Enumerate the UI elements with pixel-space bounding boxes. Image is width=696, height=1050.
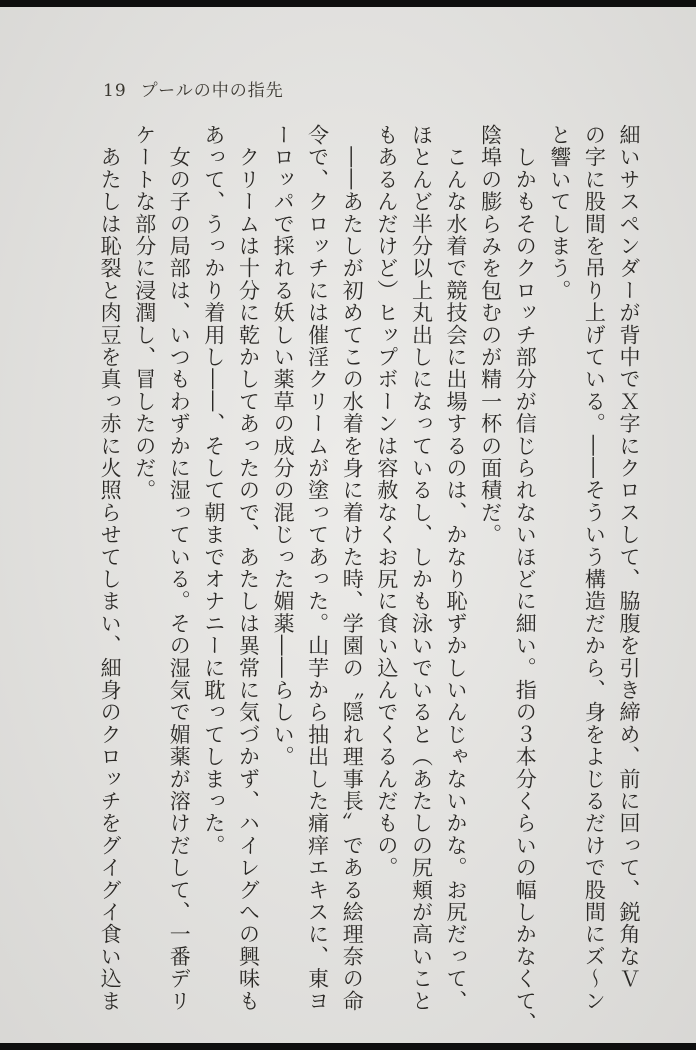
scan-border-bottom	[0, 1043, 696, 1050]
text-column: と響いてしまう。	[547, 124, 572, 302]
running-title: プールの中の指先	[140, 81, 284, 101]
text-column: 女の子の局部は、いつもわずかに湿っている。その湿気で媚薬が溶けだして、一番デリ	[167, 124, 192, 1012]
page-number: 19	[103, 81, 127, 101]
text-column: ほとんど半分以上丸出しになっているし、しかも泳いでいると（あたしの尻頬が高いこと	[409, 124, 434, 1012]
scan-border-top	[0, 0, 696, 7]
text-column: 細いサスペンダーが背中でＸ字にクロスして、脇腹を引き締め、前に回って、鋭角なＶ	[617, 124, 641, 990]
text-column: 令で、クロッチには催淫クリームが塗ってあった。山芋から抽出した痛痒エキスに、東ヨ	[305, 124, 330, 1012]
running-header	[103, 76, 284, 101]
text-column: ーロッパで採れる妖しい薬草の成分の混じった媚薬――らしい。	[271, 124, 296, 768]
text-column: の字に股間を吊り上げている。――そういう構造だから、身をよじるだけで股間にズ〜ン	[582, 124, 607, 1012]
body-text	[93, 124, 647, 1038]
text-column: 陰埠の膨らみを包むのが精一杯の面積だ。	[478, 124, 503, 546]
text-column: ケートな部分に浸潤し、冒したのだ。	[132, 124, 157, 502]
text-column: あたしは恥裂と肉豆を真っ赤に火照らせてしまい、細身のクロッチをグイグイ食い込ま	[98, 124, 123, 1012]
text-column: ――あたしが初めてこの水着を身に着けた時、学園の〝隠れ理事長〟である絵理奈の命	[340, 124, 365, 1012]
text-column: しかもそのクロッチ部分が信じられないほどに細い。指の３本分くらいの幅しかなくて、	[513, 124, 538, 1035]
text-column: もあるんだけど）ヒップボーンは容赦なくお尻に食い込んでくるんだもの。	[374, 124, 399, 879]
text-column: クリームは十分に乾かしてあったので、あたしは異常に気づかず、ハイレグへの興味も	[236, 124, 261, 1012]
text-column: あって、うっかり着用し――、そして朝までオナニーに耽ってしまった。	[201, 124, 226, 857]
text-column: こんな水着で競技会に出場するのは、かなり恥ずかしいんじゃないかな。お尻だって、	[444, 124, 469, 1012]
